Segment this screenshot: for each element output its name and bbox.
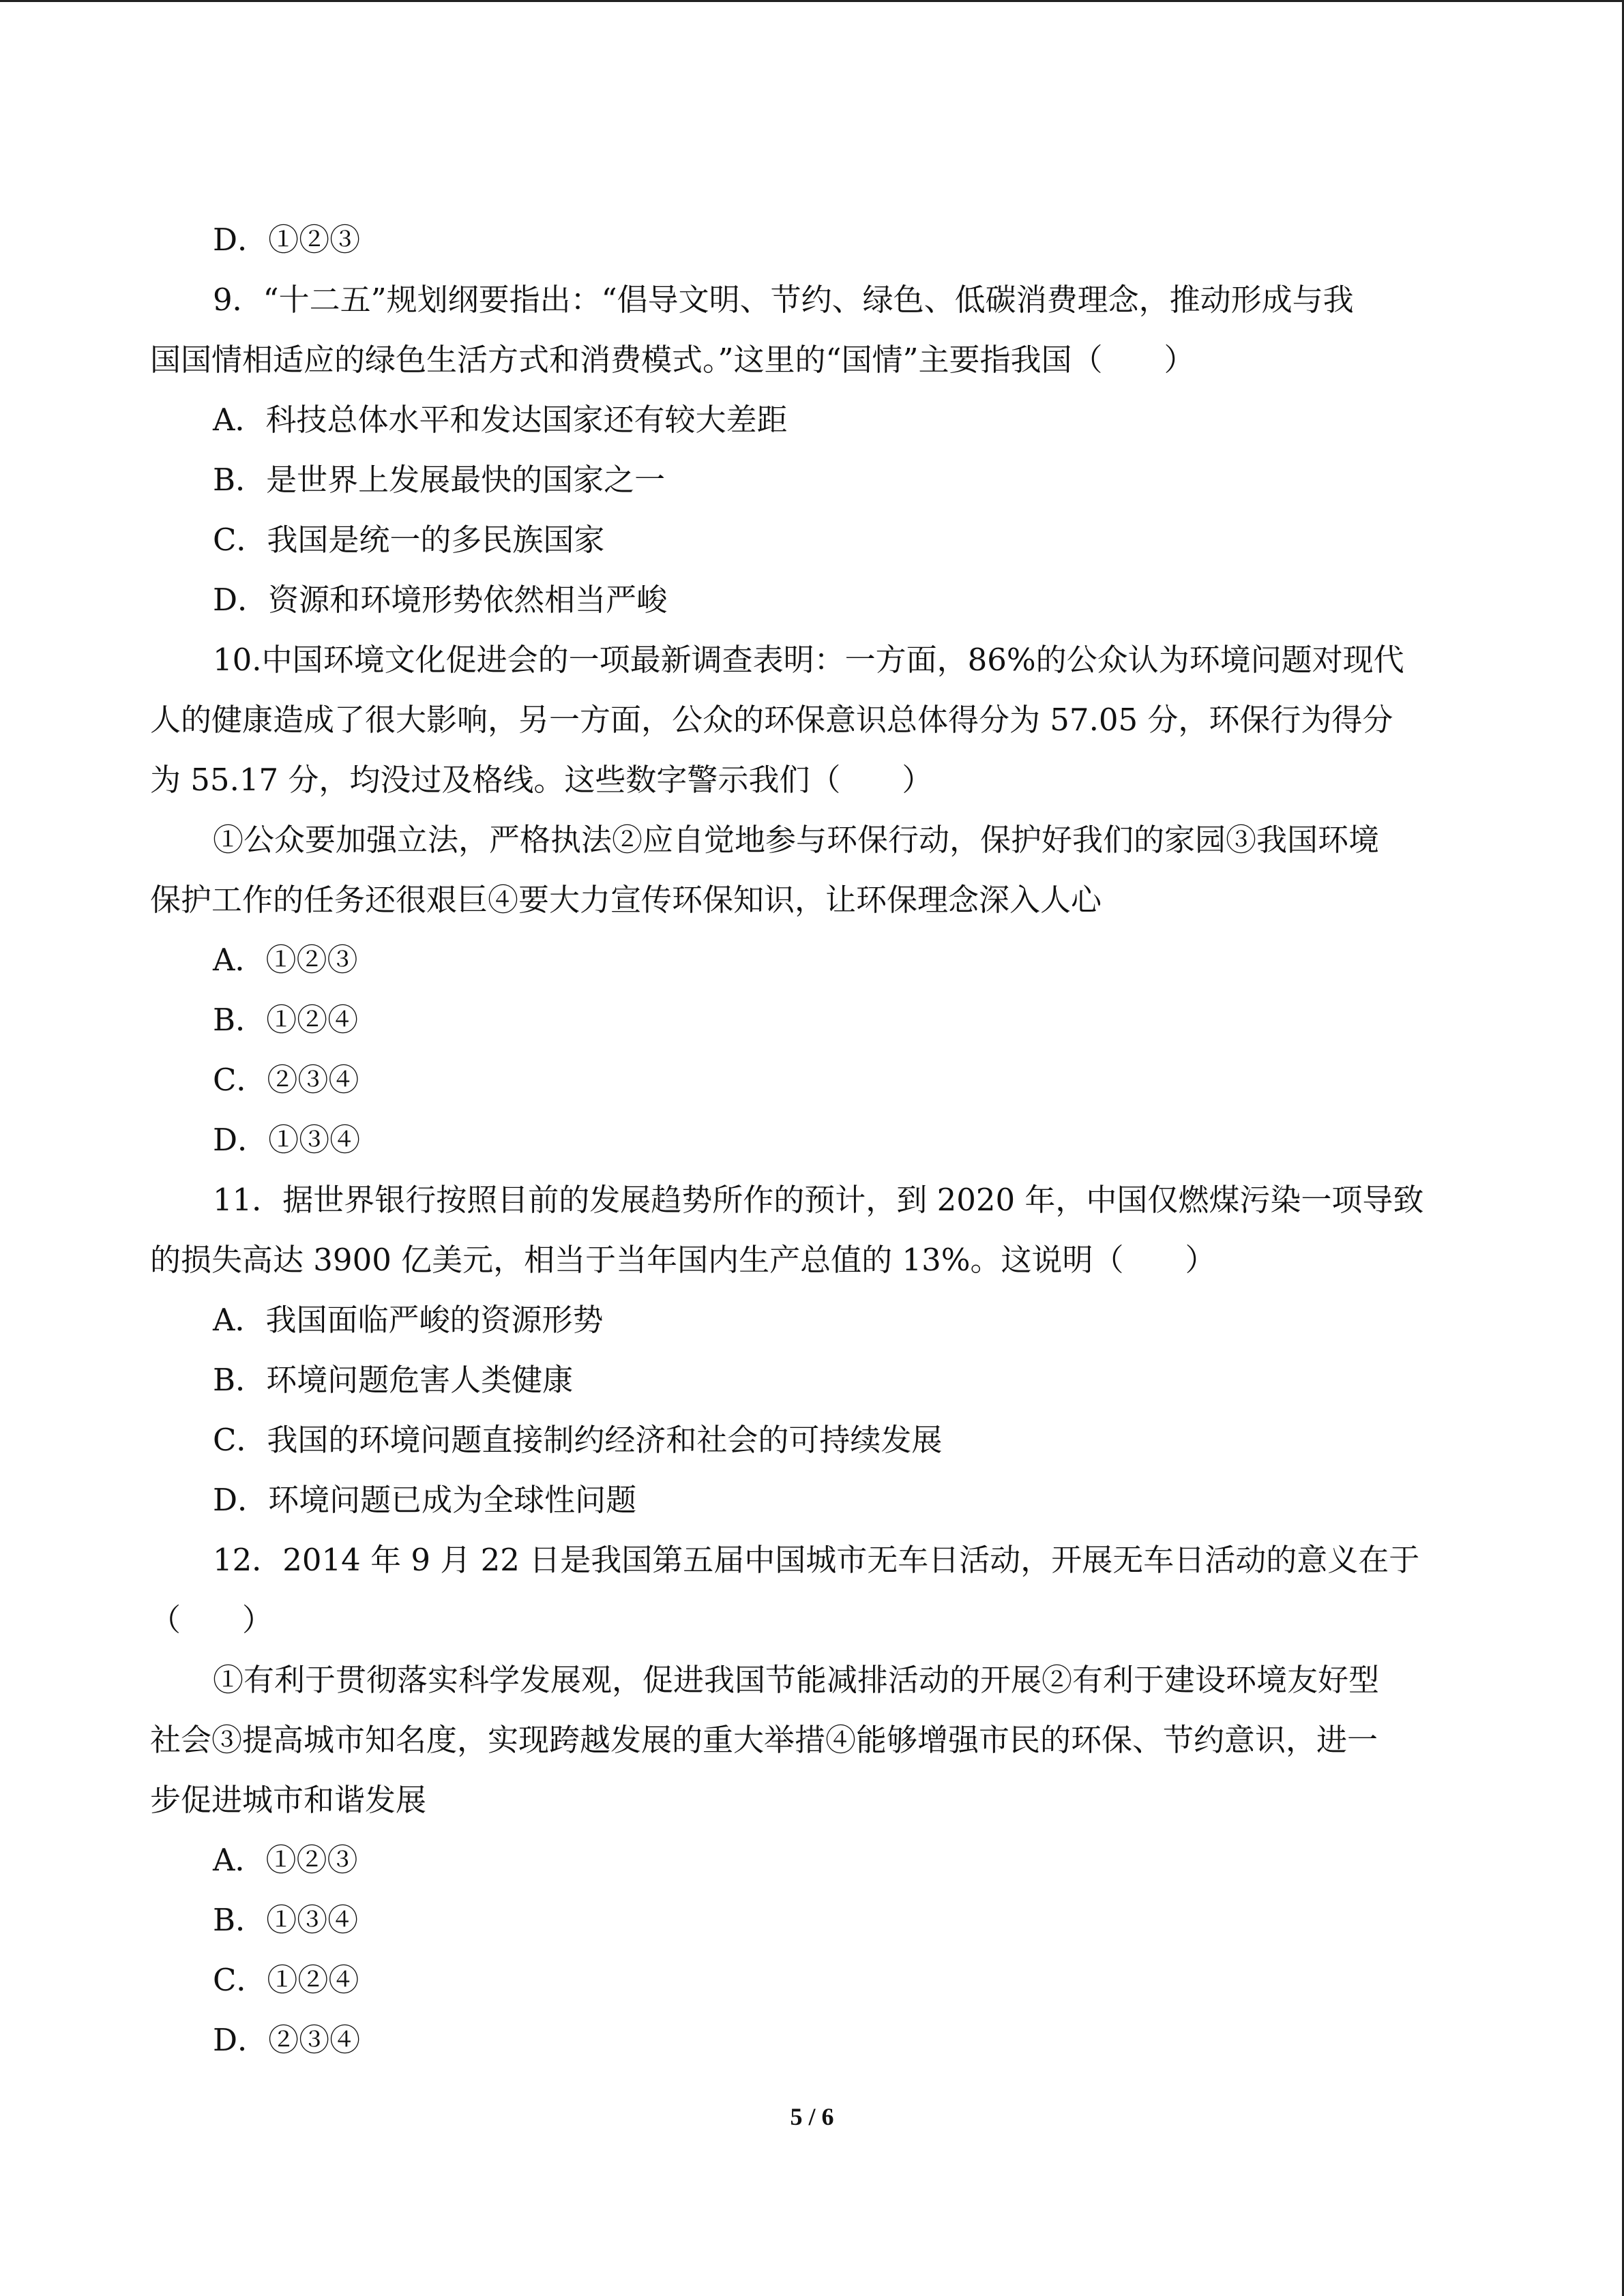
option-line: A．①②③ [213, 1842, 358, 1878]
option-line: D．资源和环境形势依然相当严峻 [213, 582, 668, 618]
question-line: 12．2014 年 9 月 22 日是我国第五届中国城市无车日活动，开展无车日活动的意义在于 [213, 1542, 1420, 1578]
option-line: B．环境问题危害人类健康 [213, 1362, 574, 1398]
question-line: 为 55.17 分，均没过及格线。这些数字警示我们（ ） [150, 762, 933, 798]
option-line: C．我国的环境问题直接制约经济和社会的可持续发展 [213, 1422, 943, 1458]
option-line: C．①②④ [213, 1962, 359, 1998]
option-line: B．①③④ [213, 1902, 359, 1938]
statement-line: 步促进城市和谐发展 [150, 1782, 427, 1818]
option-line: B．①②④ [213, 1002, 359, 1038]
question-line: 11．据世界银行按照目前的发展趋势所作的预计，到 2020 年，中国仅燃煤污染一项导致 [213, 1182, 1424, 1218]
option-line: C．我国是统一的多民族国家 [213, 522, 605, 558]
option-line: A．①②③ [213, 942, 358, 978]
option-line: D．①②③ [213, 222, 361, 258]
question-line: （ ） [150, 1602, 274, 1638]
question-line: 国国情相适应的绿色生活方式和消费模式。”这里的“国情”主要指我国（ ） [150, 342, 1195, 378]
option-line: C．②③④ [213, 1062, 359, 1098]
option-line: A．科技总体水平和发达国家还有较大差距 [213, 402, 788, 438]
statement-line: ①公众要加强立法，严格执法②应自觉地参与环保行动，保护好我们的家园③我国环境 [213, 822, 1380, 858]
question-line: 人的健康造成了很大影响，另一方面，公众的环保意识总体得分为 57.05 分，环保行为得分 [150, 702, 1393, 738]
question-line: 10.中国环境文化促进会的一项最新调查表明：一方面，86%的公众认为环境问题对现代 [213, 642, 1404, 678]
statement-line: ①有利于贯彻落实科学发展观，促进我国节能减排活动的开展②有利于建设环境友好型 [213, 1662, 1380, 1698]
question-line: 9．“十二五”规划纲要指出：“倡导文明、节约、绿色、低碳消费理念，推动形成与我 [213, 282, 1354, 318]
page-number: 5 / 6 [790, 2103, 834, 2130]
question-line: 的损失高达 3900 亿美元，相当于当年国内生产总值的 13%。这说明（ ） [150, 1242, 1216, 1278]
option-line: D．环境问题已成为全球性问题 [213, 1482, 637, 1518]
page-content [150, 210, 1473, 2070]
statement-line: 社会③提高城市知名度，实现跨越发展的重大举措④能够增强市民的环保、节约意识，进一 [150, 1722, 1378, 1758]
option-line: B．是世界上发展最快的国家之一 [213, 462, 666, 498]
option-line: D．①③④ [213, 1122, 361, 1158]
option-line: A．我国面临严峻的资源形势 [213, 1302, 604, 1338]
option-line: D．②③④ [213, 2022, 361, 2058]
statement-line: 保护工作的任务还很艰巨④要大力宣传环保知识，让环保理念深入人心 [150, 882, 1102, 918]
